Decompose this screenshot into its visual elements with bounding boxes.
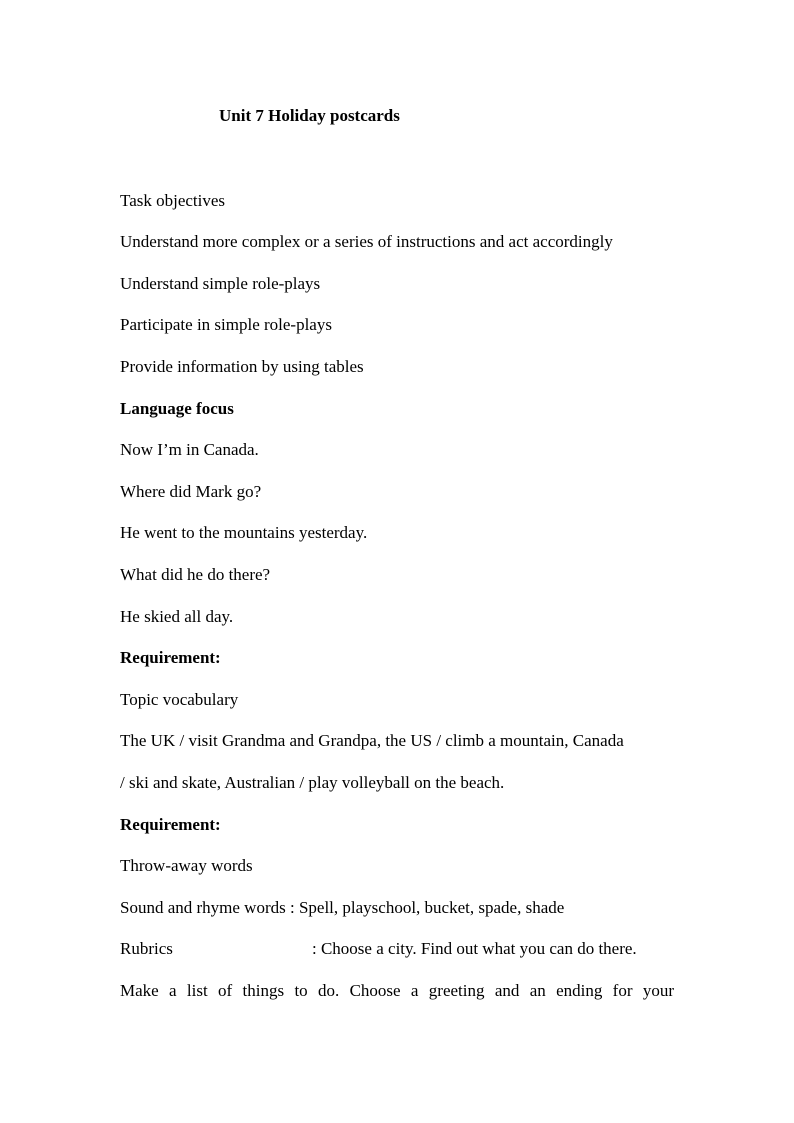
requirement-heading: Requirement: [120, 648, 221, 667]
requirement-heading: Requirement: [120, 815, 221, 834]
rubrics-word: of [218, 981, 233, 1000]
topic-vocabulary-heading: Topic vocabulary [120, 690, 239, 709]
rubrics-word: Choose [349, 981, 401, 1000]
topic-vocabulary-line: The UK / visit Grandma and Grandpa, the US / climb a mountain, Canada [120, 731, 624, 750]
rubrics-word: for [612, 981, 633, 1000]
sound-rhyme-words: Sound and rhyme words : Spell, playschool, bucket, spade, shade [120, 898, 565, 917]
rubrics-word: ending [556, 981, 603, 1000]
language-focus-heading: Language focus [120, 399, 234, 418]
language-focus-item: He went to the mountains yesterday. [120, 523, 368, 542]
rubrics-word: to [294, 981, 308, 1000]
language-focus-item: Where did Mark go? [120, 482, 262, 501]
rubrics-label: Rubrics [120, 939, 173, 958]
objective-item: Understand simple role-plays [120, 274, 321, 293]
rubrics-word: an [529, 981, 546, 1000]
language-focus-item: Now I’m in Canada. [120, 440, 259, 459]
rubrics-word: Make [120, 981, 159, 1000]
language-focus-item: What did he do there? [120, 565, 271, 584]
task-objectives-heading: Task objectives [120, 191, 226, 210]
rubrics-word: list [186, 981, 208, 1000]
rubrics-line [120, 938, 674, 960]
rubrics-word: and [494, 981, 520, 1000]
objective-item: Understand more complex or a series of instructions and act accordingly [120, 232, 613, 251]
rubrics-continued-line [120, 980, 674, 1002]
rubrics-word: your [642, 981, 674, 1000]
objective-item: Participate in simple role-plays [120, 315, 332, 334]
rubrics-text: : Choose a city. Find out what you can do there. [312, 939, 637, 958]
rubrics-word: greeting [428, 981, 485, 1000]
page-title: Unit 7 Holiday postcards [219, 106, 400, 125]
topic-vocabulary-line: / ski and skate, Australian / play volleyball on the beach. [120, 773, 505, 792]
rubrics-word: do. [318, 981, 340, 1000]
rubrics-word: a [169, 981, 177, 1000]
throw-away-words-heading: Throw-away words [120, 856, 253, 875]
objective-item: Provide information by using tables [120, 357, 364, 376]
language-focus-item: He skied all day. [120, 607, 234, 626]
rubrics-word: things [242, 981, 285, 1000]
rubrics-word: a [410, 981, 419, 1000]
